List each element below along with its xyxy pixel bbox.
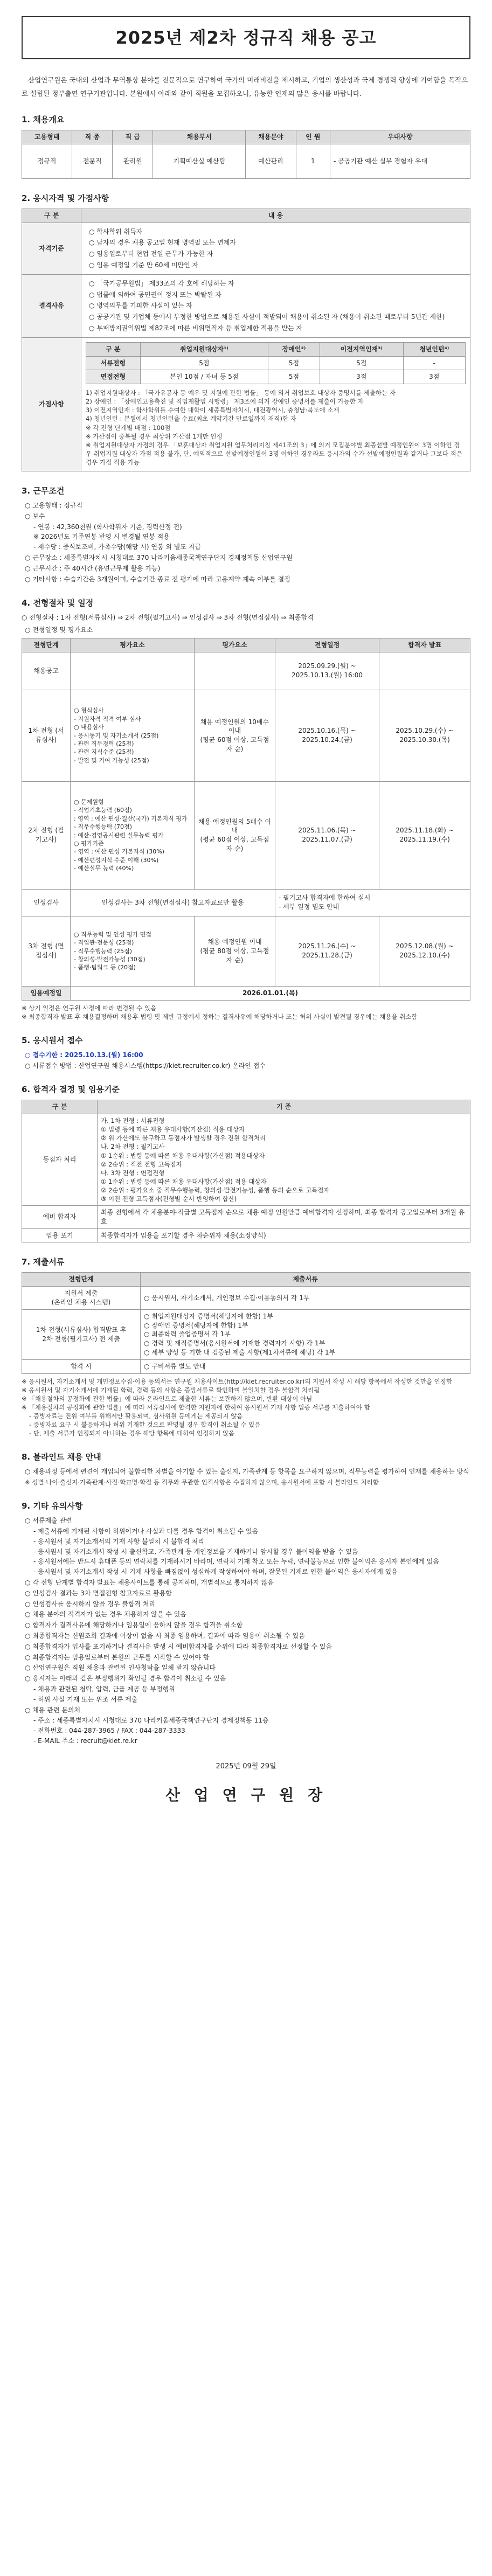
disqualification-item: ○ 부패방지권익위법 제82조에 따른 비위면직자 등 취업제한 적용을 받는 자 bbox=[89, 324, 303, 332]
bonus-cell: 3점 bbox=[403, 370, 465, 384]
overview-header: 직 급 bbox=[113, 130, 153, 144]
bonus-header: 구 분 bbox=[86, 342, 141, 356]
disqualification-item: ○ 「국가공무원법」 제33조의 각 호에 해당하는 자 bbox=[89, 279, 234, 287]
condition-item: ○ 근무시간 : 주 40시간 (유연근무제 활용 가능) bbox=[25, 564, 161, 572]
process-eval: ○ 문제원형 - 직업기초능력 (60점) : 영역 : 예산 편성·결산(국가) 기본지식 평가 - 직무수행능력 (70점) : 예산·경영공시관련 실무능력 평가 ○ 평가기준 - 영역 : 예산 편성 기본지식 (30%) - 예산편성지식 수준 이해 (30%) - 예산실무 능력 (40%) bbox=[71, 781, 195, 889]
notes-item: ○ 응시자는 아래와 같은 부정행위가 확인될 경우 합격이 취소될 수 있음 bbox=[25, 1675, 226, 1683]
criteria-content: 가. 1차 전형 : 서류전형 ① 법령 등에 따른 채용 우대사항(가산점) 적용 대상자 ② 위 가산에도 불구하고 동점자가 발생할 경우 전원 합격처리 나. 2차 전형 : 필기고사 ① 1순위 : 법령 등에 따른 채용 우대사항(가산점) 적용대상자 ② 2순위 : 직전 전형 고득점자 다. 3차 전형 : 면접전형 ① 1순위 : 법령 등에 따른 채용 우대사항(가산점) 적용 대상자 ② 2순위 : 평가요소 중 직무수행능력, 창의성·발전가능성, 품행 등의 순으로 고득점자 ③ 이전 전형 고득점자(전형별 순서 반영하여 합산) bbox=[98, 1114, 470, 1206]
bonus-content bbox=[81, 337, 470, 471]
section-application-title: 5. 응시원서 접수 bbox=[22, 1035, 83, 1045]
qualification-header: 구 분 bbox=[22, 209, 81, 223]
overview-header: 인 원 bbox=[296, 130, 330, 144]
notes-item: ○ 합격자가 결격사유에 해당하거나 임용일에 응하지 않을 경우 합격을 취소함 bbox=[25, 1621, 243, 1629]
bonus-label: 가점사항 bbox=[22, 337, 81, 471]
process-date: 2025.11.06.(목) ~ 2025.11.07.(금) bbox=[275, 781, 379, 889]
criteria-content: 최종 전형에서 각 채용분야·직급별 고득점자 순으로 채용 예정 인원만큼 예비합격자 선정하며, 최종 합격자 공고일로부터 3개월 유효 bbox=[98, 1206, 470, 1229]
overview-header: 채용분야 bbox=[246, 130, 296, 144]
process-stage: 3차 전형 (면접심사) bbox=[22, 916, 71, 986]
notes-item: - 응시원서 및 자기소개서 작성 시 출신학교, 가족관계 등 개인정보를 기재하거나 암시할 경우 불이익을 받을 수 있음 bbox=[33, 1547, 358, 1556]
documents-row bbox=[22, 1287, 470, 1310]
bonus-data-row bbox=[86, 370, 466, 384]
posting-date: 2025년 09월 29일 bbox=[216, 1762, 276, 1770]
condition-item: ○ 보수 bbox=[25, 512, 45, 520]
qualification-item: ○ 임용일로부터 현업 전일 근무가 가능한 자 bbox=[89, 250, 213, 258]
process-table bbox=[22, 638, 470, 1001]
documents-list: ○ 구비서류 별도 안내 bbox=[141, 1359, 470, 1373]
bonus-header-row bbox=[86, 342, 466, 356]
documents-stage: 지원서 제출 (온라인 채용 시스템) bbox=[22, 1287, 141, 1310]
bonus-note: 1) 취업지원대상자 : 「국가유공자 등 예우 및 지원에 관한 법률」 등에 의거 취업보호 대상자 증명서를 제출하는 자 bbox=[86, 389, 396, 397]
bonus-cell: 5점 bbox=[268, 356, 320, 370]
notes-item: - 주소 : 세종특별자치시 시청대로 370 나라키움세종국책연구단지 경제정책동 11층 bbox=[33, 1717, 269, 1725]
disqualification-content bbox=[81, 274, 470, 337]
overview-cell: 정규직 bbox=[22, 144, 72, 178]
bonus-data-row bbox=[86, 356, 466, 370]
process-eval: ○ 직무능력 및 인성 평가 면접 - 직업관·전문성 (25점) - 직무수행능력 (25점) - 창의성·발전가능성 (30점) - 품행·팀워크 등 (20점) bbox=[71, 916, 195, 986]
qualification-item: ○ 임용 예정일 기준 만 60세 미만인 자 bbox=[89, 261, 199, 269]
blind-item: ○ 채용과정 등에서 편견이 개입되어 불합리한 차별을 야기할 수 있는 출신지, 가족관계 등 항목을 요구하지 않으며, 직무능력을 평가하여 인재를 채용하는 방식 bbox=[25, 1468, 469, 1476]
application-deadline: ○ 접수기한 : 2025.10.13.(월) 16:00 bbox=[25, 1051, 143, 1059]
bonus-cell: 5점 bbox=[140, 356, 268, 370]
bonus-note: ※ 가산점이 중복될 경우 최상위 가산점 1개만 인정 bbox=[86, 432, 223, 440]
process-header: 평가요소 bbox=[195, 638, 275, 652]
process-stage: 임용예정일 bbox=[22, 986, 71, 1000]
process-header: 전형단계 bbox=[22, 638, 71, 652]
overview-cell: 전문직 bbox=[72, 144, 113, 178]
criteria-header-row bbox=[22, 1100, 470, 1114]
documents-note: ※ 응시원서 및 자기소개서에 기재된 학력, 경력 등의 사항은 증빙서류로 확인하며 불일치할 경우 불합격 처리됨 bbox=[22, 1386, 320, 1394]
documents-header: 제출서류 bbox=[141, 1273, 470, 1287]
qualification-label: 자격기준 bbox=[22, 223, 81, 274]
bonus-cell: 5점 bbox=[268, 370, 320, 384]
section-qualification-title: 2. 응시자격 및 가점사항 bbox=[22, 193, 109, 203]
bonus-table bbox=[86, 342, 466, 384]
qualification-header-row bbox=[22, 209, 470, 223]
qualification-content bbox=[81, 223, 470, 274]
notes-item: ○ 인성검사를 응시하지 않을 경우 불합격 처리 bbox=[25, 1600, 156, 1608]
bonus-cell: - bbox=[403, 356, 465, 370]
documents-stage: 1차 전형(서류심사) 합격발표 후 2차 전형(필기고사) 전 제출 bbox=[22, 1309, 141, 1359]
overview-cell: 예산관리 bbox=[246, 144, 296, 178]
qualification-table bbox=[22, 209, 470, 471]
criteria-label: 예비 합격자 bbox=[22, 1206, 98, 1229]
notes-item: ○ 최종합격자는 임용일로부터 본원의 근무를 시작할 수 있어야 함 bbox=[25, 1653, 210, 1661]
conditions-list bbox=[22, 501, 470, 584]
condition-item: - 제수당 : 중식보조비, 가족수당(해당 시) 연봉 외 별도 지급 bbox=[33, 543, 201, 551]
condition-item: ○ 고용형태 : 정규직 bbox=[25, 502, 83, 509]
notes-item: - E-MAIL 주소 : recruit@kiet.re.kr bbox=[33, 1737, 137, 1745]
section-overview-title: 1. 채용개요 bbox=[22, 115, 65, 124]
criteria-row bbox=[22, 1206, 470, 1229]
criteria-label: 동점자 처리 bbox=[22, 1114, 98, 1206]
process-row bbox=[22, 781, 470, 889]
condition-item: ※ 2026년도 기준연봉 반영 시 변경될 연봉 적용 bbox=[33, 533, 170, 541]
bonus-header: 장애인²⁾ bbox=[268, 342, 320, 356]
process-stage: 1차 전형 (서류심사) bbox=[22, 690, 71, 781]
documents-header: 전형단계 bbox=[22, 1273, 141, 1287]
bonus-cell: 본인 10점 / 자녀 등 5점 bbox=[140, 370, 268, 384]
process-header-row bbox=[22, 638, 470, 652]
process-row bbox=[22, 690, 470, 781]
documents-table bbox=[22, 1272, 470, 1373]
process-row bbox=[22, 986, 470, 1000]
overview-cell: - 공공기관 예산 실무 경험자 우대 bbox=[330, 144, 470, 178]
disqualification-label: 결격사유 bbox=[22, 274, 81, 337]
process-announce: 2025.10.29.(수) ~ 2025.10.30.(목) bbox=[379, 690, 470, 781]
bonus-cell: 면접전형 bbox=[86, 370, 141, 384]
documents-note: ※ 응시원서, 자기소개서 및 개인정보수집·이용 동의서는 연구원 채용사이트(http://kiet.recruiter.co.kr)의 지원서 작성 시 해당 항목에서 작성한 것만을 인정함 bbox=[22, 1377, 452, 1385]
section-documents-title: 7. 제출서류 bbox=[22, 1257, 65, 1267]
qualification-row bbox=[22, 223, 470, 274]
documents-header-row bbox=[22, 1273, 470, 1287]
process-header: 평가요소 bbox=[71, 638, 195, 652]
notes-item: - 응시원서 및 자기소개서의 기재 사항 불일치 시 불합격 처리 bbox=[33, 1537, 204, 1545]
bonus-note: 3) 이전지역인재 : 학사학위를 수여한 대학이 세종특별자치시, 대전광역시, 충청남·북도에 소재 bbox=[86, 406, 339, 414]
bonus-note: 2) 장애인 : 「장애인고용촉진 및 직업재활법 시행령」 제3조에 의거 장애인 증명서를 제출이 가능한 자 bbox=[86, 398, 364, 406]
criteria-table bbox=[22, 1100, 470, 1242]
criteria-row bbox=[22, 1114, 470, 1206]
process-method: 채용 예정인원의 10배수 이내 (평균 60점 이상, 고득점자 순) bbox=[195, 690, 275, 781]
process-eval: 2026.01.01.(목) bbox=[71, 986, 470, 1000]
overview-cell: 관리원 bbox=[113, 144, 153, 178]
bonus-cell: 3점 bbox=[320, 370, 403, 384]
criteria-row bbox=[22, 1228, 470, 1242]
disqualification-item: ○ 법률에 의하여 공민권이 정지 또는 박탈된 자 bbox=[89, 290, 221, 298]
qualification-item: ○ 학사학위 취득자 bbox=[89, 227, 143, 235]
process-note: ※ 최종합격자 발표 후 채용결정하며 채용후 법령 및 제반 규정에서 정하는 결격사유에 해당하거나 또는 허위 사실이 발견될 경우에는 채용을 취소함 bbox=[22, 1012, 418, 1020]
process-announce bbox=[379, 652, 470, 690]
bonus-cell: 서류전형 bbox=[86, 356, 141, 370]
process-flow: ○ 전형절차 : 1차 전형(서류심사) ⇒ 2차 전형(필기고사) ⇒ 인성검사 ⇒ 3차 전형(면접심사) ⇒ 최종합격 bbox=[22, 614, 314, 622]
criteria-header: 기 준 bbox=[98, 1100, 470, 1114]
application-method: ○ 서류접수 방법 : 산업연구원 채용시스템(https://kiet.recruiter.co.kr) 온라인 접수 bbox=[25, 1061, 266, 1070]
process-method: 채용 예정인원의 5배수 이내 (평균 60점 이상, 고득점자 순) bbox=[195, 781, 275, 889]
posting-organization: 산 업 연 구 원 장 bbox=[165, 1786, 327, 1804]
condition-item: ○ 기타사항 : 수습기간은 3개월이며, 수습기간 종료 전 평가에 따라 고용계약 계속 여부를 결정 bbox=[25, 575, 290, 583]
bonus-row bbox=[22, 337, 470, 471]
process-date: - 필기고사 합격자에 한하여 실시 - 세부 일정 별도 안내 bbox=[275, 889, 470, 916]
process-announce: 2025.11.18.(화) ~ 2025.11.19.(수) bbox=[379, 781, 470, 889]
process-header: 전형일정 bbox=[275, 638, 379, 652]
bonus-note: ※ 각 전형 단계별 배점 : 100점 bbox=[86, 423, 171, 432]
process-date: 2025.09.29.(월) ~ 2025.10.13.(월) 16:00 bbox=[275, 652, 379, 690]
notes-item: ○ 각 전형 단계별 합격자 발표는 채용사이트를 통해 공지하며, 개별적으로 통지하지 않음 bbox=[25, 1578, 274, 1586]
notes-list bbox=[22, 1516, 470, 1746]
section-blind-title: 8. 블라인드 채용 안내 bbox=[22, 1452, 101, 1462]
notes-item: - 제출서류에 기재된 사항이 허위이거나 사실과 다를 경우 합격이 취소될 수 있음 bbox=[33, 1527, 259, 1535]
process-eval: 인성검사는 3차 전형(면접심사) 참고자료로만 활용 bbox=[71, 889, 275, 916]
bonus-header: 취업지원대상자¹⁾ bbox=[140, 342, 268, 356]
blind-item: ※ 성별·나이·출신지·가족관계·사진·학교명·학점 등 직무와 무관한 인적사항은 수집하지 않으며, 응시원서에 포함 시 블라인드 처리함 bbox=[25, 1478, 379, 1487]
overview-cell: 1 bbox=[296, 144, 330, 178]
qualification-header: 내 용 bbox=[81, 209, 470, 223]
section-conditions-title: 3. 근무조건 bbox=[22, 486, 65, 496]
criteria-header: 구 분 bbox=[22, 1100, 98, 1114]
bonus-cell: 5점 bbox=[320, 356, 403, 370]
process-method: 채용 예정인원 이내 (평균 80점 이상, 고득점자 순) bbox=[195, 916, 275, 986]
documents-note: ※ 「채용절차의 공정화에 관한 법률」에 따라 온라인으로 제출한 서류는 보관하지 않으며, 반환 대상이 아님 bbox=[22, 1394, 313, 1402]
documents-row bbox=[22, 1359, 470, 1373]
notes-item: ○ 서류제출 관련 bbox=[25, 1517, 72, 1525]
process-row bbox=[22, 652, 470, 690]
notes-item: ○ 인성검사 결과는 3차 면접전형 참고자료로 활용함 bbox=[25, 1589, 172, 1597]
notes-item: ○ 채용 분야의 적격자가 없는 경우 채용하지 않을 수 있음 bbox=[25, 1610, 186, 1619]
process-eval: ○ 형식심사 - 지원자격 적격 여부 심사 ○ 내용심사 - 응시동기 및 자기소개서 (25점) - 관련 직무경력 (25점) - 관련 지식수준 (25점) - 발전 및 기여 가능성 (25점) bbox=[71, 690, 195, 781]
process-stage: 2차 전형 (필기고사) bbox=[22, 781, 71, 889]
notes-item: ○ 채용 관련 문의처 bbox=[25, 1706, 81, 1714]
process-date: 2025.11.26.(수) ~ 2025.11.28.(금) bbox=[275, 916, 379, 986]
overview-cell: 기획예산실 예산팀 bbox=[153, 144, 246, 178]
process-announce: 2025.12.08.(월) ~ 2025.12.10.(수) bbox=[379, 916, 470, 986]
bonus-note: ※ 취업지원대상자 가점의 경우 「보훈대상자 취업지원 업무처리지침 제41조의 3」에 의거 모집분야별 최종선발 예정인원이 3명 이하인 경우 취업지원 대상자 가점 적용 불가, 단, 예외적으로 선발예정인원이 3명 이하인 경우라도 응시자의 수가 선발예정인원과 같거나 그보다 적은 경우 가점 적용 가능 bbox=[86, 441, 462, 466]
documents-stage: 합격 시 bbox=[22, 1359, 141, 1373]
notes-item: ○ 최종합격자가 입사를 포기하거나 결격사유 발생 시 예비합격자를 순위에 따라 최종합격자로 선정할 수 있음 bbox=[25, 1642, 332, 1650]
overview-header-row bbox=[22, 130, 470, 144]
process-stage: 인성검사 bbox=[22, 889, 71, 916]
section-process-title: 4. 전형절차 및 일정 bbox=[22, 598, 94, 608]
bonus-note: 4) 청년인턴 : 본원에서 청년인턴을 수료(최초 계약기간 만료일까지 재직)한 자 bbox=[86, 415, 296, 423]
process-header: 합격자 발표 bbox=[379, 638, 470, 652]
documents-note: - 증빙자료는 진위 여부를 위해서만 활용되며, 심사위원 등에게는 제공되지 않음 bbox=[29, 1412, 243, 1420]
process-row bbox=[22, 889, 470, 916]
qualification-item: ○ 남자의 경우 채용 공고일 현재 병역필 또는 면제자 bbox=[89, 239, 236, 247]
documents-list: ○ 취업지원대상자 증명서(해당자에 한함) 1부 ○ 장애인 증명서(해당자에 한함) 1부 ○ 최종학력 졸업증명서 각 1부 ○ 경력 및 재직증명서(응시원서에 기재한 경력자가 사항) 각 1부 ○ 세부 양성 등 기한 내 검증된 제출 사항(제1차서류에 해당) 각 1부 bbox=[141, 1309, 470, 1359]
overview-header: 우대사항 bbox=[330, 130, 470, 144]
posting-title: 2025년 제2차 정규직 채용 공고 bbox=[22, 16, 470, 59]
overview-row bbox=[22, 144, 470, 178]
process-method bbox=[195, 652, 275, 690]
job-posting-page bbox=[0, 16, 492, 1806]
disqualification-row bbox=[22, 274, 470, 337]
process-date: 2025.10.16.(목) ~ 2025.10.24.(금) bbox=[275, 690, 379, 781]
condition-item: - 연봉 : 42,360천원 (학사학위자 기준, 경력산정 전) bbox=[33, 523, 182, 531]
criteria-content: 최종합격자가 임용을 포기할 경우 차순위자 채용(소정양식) bbox=[98, 1228, 470, 1242]
disqualification-item: ○ 공공기관 및 기업체 등에서 부정한 방법으로 채용된 사실이 적발되어 채용이 취소된 자 (채용이 취소된 때로부터 5년간 제한) bbox=[89, 313, 445, 321]
notes-item: - 전화번호 : 044-287-3965 / FAX : 044-287-3333 bbox=[33, 1727, 185, 1735]
documents-note: - 단, 제출 서류가 인정되지 아니하는 경우 해당 항목에 대하여 인정하지 않음 bbox=[29, 1429, 235, 1438]
documents-note: - 증빙자료 요구 시 불응하거나 허위 기재한 것으로 판명될 경우 합격이 취소될 수 있음 bbox=[29, 1421, 261, 1429]
notes-item: - 허위 사실 기재 또는 위조 서류 제출 bbox=[33, 1695, 138, 1703]
documents-row bbox=[22, 1309, 470, 1359]
documents-note: ※ 「채용절차의 공정화에 관한 법률」에 따라 서류심사에 합격한 지원자에 한하여 응시원서 기재 사항 입증 서류를 제출하여야 함 bbox=[22, 1403, 370, 1411]
criteria-label: 임용 포기 bbox=[22, 1228, 98, 1242]
overview-table bbox=[22, 130, 470, 179]
documents-list: ○ 응시원서, 자기소개서, 개인정보 수집·이용동의서 각 1부 bbox=[141, 1287, 470, 1310]
disqualification-item: ○ 병역의무를 기피한 사실이 있는 자 bbox=[89, 302, 192, 310]
overview-header: 고용형태 bbox=[22, 130, 72, 144]
section-notes-title: 9. 기타 유의사항 bbox=[22, 1501, 83, 1511]
process-flow-sub: ○ 전형일정 및 평가요소 bbox=[25, 626, 93, 634]
process-eval bbox=[71, 652, 195, 690]
notes-item: ○ 최종합격자는 신원조회 결과에 이상이 없을 시 최종 임용하며, 결과에 따라 임용이 취소될 수 있음 bbox=[25, 1631, 305, 1640]
notes-item: ○ 산업연구원은 직원 채용과 관련된 인사청탁을 일체 받지 않습니다 bbox=[25, 1664, 216, 1672]
bonus-header: 청년인턴⁴⁾ bbox=[403, 342, 465, 356]
overview-header: 채용부서 bbox=[153, 130, 246, 144]
notes-item: - 채용과 관련된 청탁, 압력, 금품 제공 등 부정행위 bbox=[33, 1685, 175, 1693]
notes-item: - 응시원서 및 자기소개서 작성 시 기재 사항을 빠짐없이 성실하게 작성하여야 하며, 잘못된 기재로 인한 불이익은 응시자에게 있음 bbox=[33, 1568, 398, 1576]
process-stage: 채용공고 bbox=[22, 652, 71, 690]
section-criteria-title: 6. 합격자 결정 및 임용기준 bbox=[22, 1085, 120, 1095]
notes-item: - 응시원서에는 반드시 휴대폰 등의 연락처를 기재하시기 바라며, 연락처 기재 착오 또는 누락, 연락불능으로 인한 불이익은 응시자 본인에게 있음 bbox=[33, 1558, 439, 1566]
intro-paragraph: 산업연구원은 국내외 산업과 무역통상 분야를 전문적으로 연구하여 국가의 미래비전을 제시하고, 기업의 생산성과 국제 경쟁력 향상에 기여함을 목적으로 설립된 정부출연 연구기관입니다. 본원에서 아래와 같이 직원을 모집하오니, 유능한 인재의 많은 응시를 바랍니다. bbox=[22, 76, 468, 98]
bonus-header: 이전지역인재³⁾ bbox=[320, 342, 403, 356]
overview-header: 직 종 bbox=[72, 130, 113, 144]
condition-item: ○ 근무장소 : 세종특별자치시 시청대로 370 나라키움세종국책연구단지 경제정책동 산업연구원 bbox=[25, 553, 293, 561]
process-note: ※ 상기 일정은 연구원 사정에 따라 변경될 수 있음 bbox=[22, 1004, 156, 1012]
process-row bbox=[22, 916, 470, 986]
